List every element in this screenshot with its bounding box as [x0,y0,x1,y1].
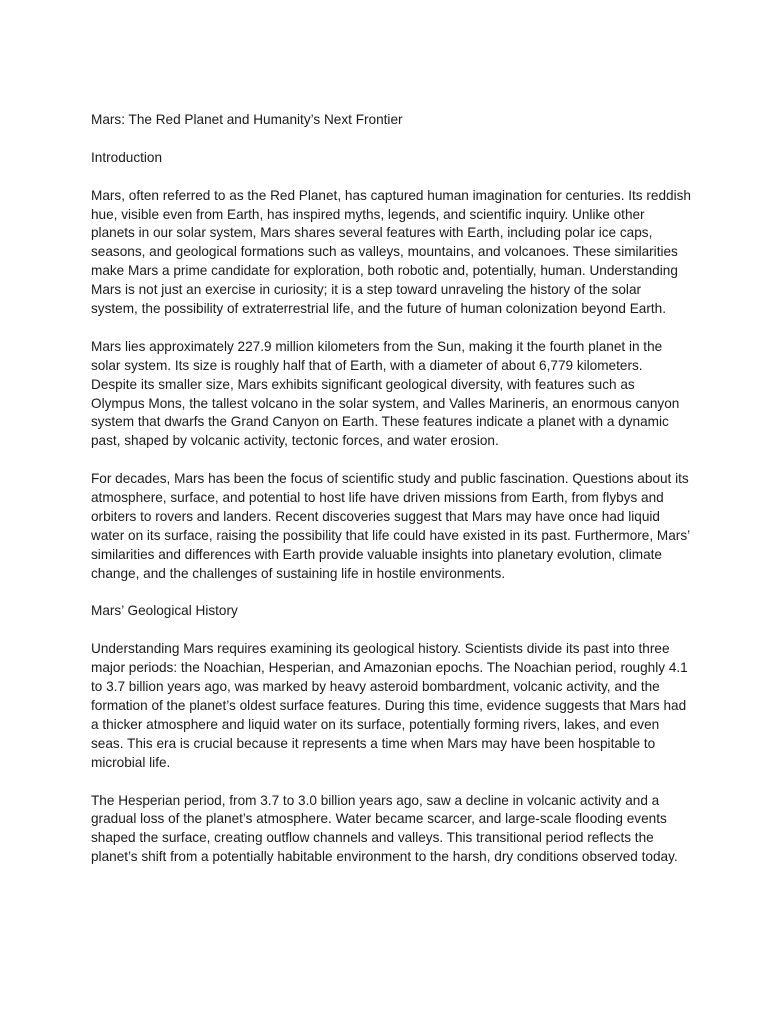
document-title: Mars: The Red Planet and Humanity’s Next Frontier [91,112,403,127]
section-heading-introduction: Introduction [91,149,163,165]
paragraph: Mars, often referred to as the Red Planet, has captured human imagination for centuries. Its reddish hue, visible even from Earth, has inspired myths, legends, and scientific inquiry. Unlike other planets in our solar system, Mars shares several features with Earth, including polar ice caps, seasons, and geological formations such as valleys, mountains, and volcanoes. These similarities make Mars a prime candidate for exploration, both robotic and, potentially, human. Understanding Mars is not just an exercise in curiosity; it is a step toward unraveling the history of the solar system, the possibility of extraterrestrial life, and the future of human colonization beyond Earth. [91,187,691,317]
section-heading-geological-history: Mars’ Geological History [91,603,238,619]
paragraph: For decades, Mars has been the focus of scientific study and public fascination. Questions about its atmosphere, surface, and potential to host life have driven missions from Earth, from flybys and orbiters to rovers and landers. Recent discoveries suggest that Mars may have once had liquid water on its surface, raising the possibility that life could have existed in its past. Furthermore, Mars’ similarities and differences with Earth provide valuable insights into planetary evolution, climate change, and the challenges of sustaining life in hostile environments. [91,471,690,581]
paragraph: The Hesperian period, from 3.7 to 3.0 billion years ago, saw a decline in volcanic activity and a gradual loss of the planet’s atmosphere. Water became scarcer, and large-scale flooding events shaped the surface, creating outflow channels and valleys. This transitional period reflects the planet’s shift from a potentially habitable environment to the harsh, dry conditions observed today. [91,792,678,865]
paragraph: Mars lies approximately 227.9 million kilometers from the Sun, making it the fourth planet in the solar system. Its size is roughly half that of Earth, with a diameter of about 6,779 kilometers. Despite its smaller size, Mars exhibits significant geological diversity, with features such as Olympus Mons, the tallest volcano in the solar system, and Valles Marineris, an enormous canyon system that dwarfs the Grand Canyon on Earth. These features indicate a planet with a dynamic past, shaped by volcanic activity, tectonic forces, and water erosion. [91,338,680,449]
paragraph: Understanding Mars requires examining its geological history. Scientists divide its past into three major periods: the Noachian, Hesperian, and Amazonian epochs. The Noachian period, roughly 4.1 to 3.7 billion years ago, was marked by heavy asteroid bombardment, volcanic activity, and the formation of the planet’s oldest surface features. During this time, evidence suggests that Mars had a thicker atmosphere and liquid water on its surface, potentially forming rivers, lakes, and even seas. This era is crucial because it represents a time when Mars may have been hospitable to microbial life. [91,641,688,770]
document-page [91,111,691,886]
